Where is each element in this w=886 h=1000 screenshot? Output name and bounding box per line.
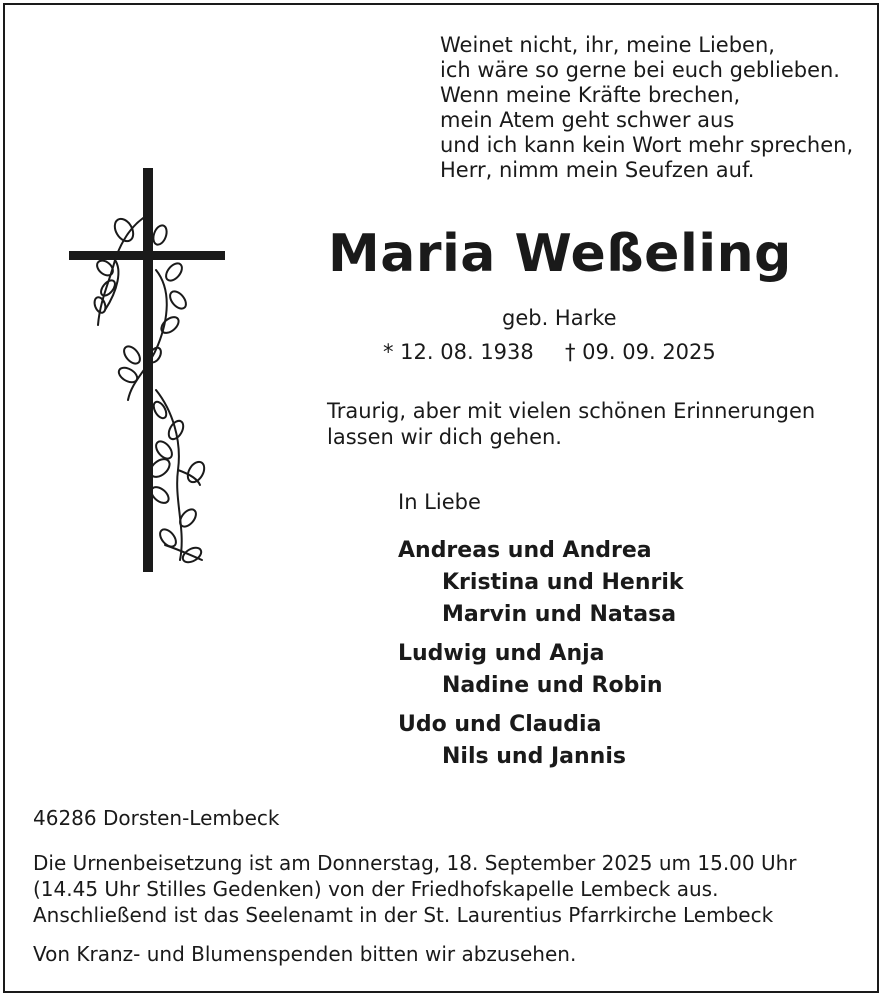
cross-with-rose-vine-icon xyxy=(60,160,240,580)
mourner-line: Kristina und Henrik xyxy=(442,570,684,595)
mourners-list xyxy=(398,535,684,780)
mourner-line: Nils und Jannis xyxy=(442,744,626,769)
funeral-info xyxy=(33,850,797,928)
poem-line: ich wäre so gerne bei euch geblieben. xyxy=(440,58,840,82)
poem-line: Weinet nicht, ihr, meine Lieben, xyxy=(440,33,775,57)
mourner-group xyxy=(398,709,684,773)
poem-line: und ich kann kein Wort mehr sprechen, xyxy=(440,133,854,157)
farewell-text xyxy=(327,398,815,450)
mourner-line: Nadine und Robin xyxy=(442,673,663,698)
death-date: † 09. 09. 2025 xyxy=(565,340,716,364)
mourner-line: Marvin und Natasa xyxy=(442,602,677,627)
birth-date: * 12. 08. 1938 xyxy=(383,340,534,364)
mourners-intro: In Liebe xyxy=(398,490,481,514)
farewell-line: Traurig, aber mit vielen schönen Erinnerungen xyxy=(327,399,816,423)
deceased-name: Maria Weßeling xyxy=(328,224,792,284)
mourner-line: Udo und Claudia xyxy=(398,712,602,737)
closing-note: Von Kranz- und Blumenspenden bitten wir abzusehen. xyxy=(33,942,577,966)
mourner-group xyxy=(398,535,684,631)
poem-line: mein Atem geht schwer aus xyxy=(440,108,735,132)
funeral-info-line: Anschließend ist das Seelenamt in der St. Laurentius Pfarrkirche Lembeck xyxy=(33,903,774,927)
funeral-info-line: (14.45 Uhr Stilles Gedenken) von der Friedhofskapelle Lembeck aus. xyxy=(33,877,719,901)
birth-name: geb. Harke xyxy=(502,306,617,330)
poem-line: Wenn meine Kräfte brechen, xyxy=(440,83,741,107)
poem-line: Herr, nimm mein Seufzen auf. xyxy=(440,158,755,182)
mourner-line: Ludwig und Anja xyxy=(398,641,605,666)
place: 46286 Dorsten-Lembeck xyxy=(33,806,280,830)
funeral-info-line: Die Urnenbeisetzung ist am Donnerstag, 18. September 2025 um 15.00 Uhr xyxy=(33,851,797,875)
farewell-line: lassen wir dich gehen. xyxy=(327,425,562,449)
poem xyxy=(440,33,853,183)
mourner-group xyxy=(398,638,684,702)
mourner-line: Andreas und Andrea xyxy=(398,538,652,563)
